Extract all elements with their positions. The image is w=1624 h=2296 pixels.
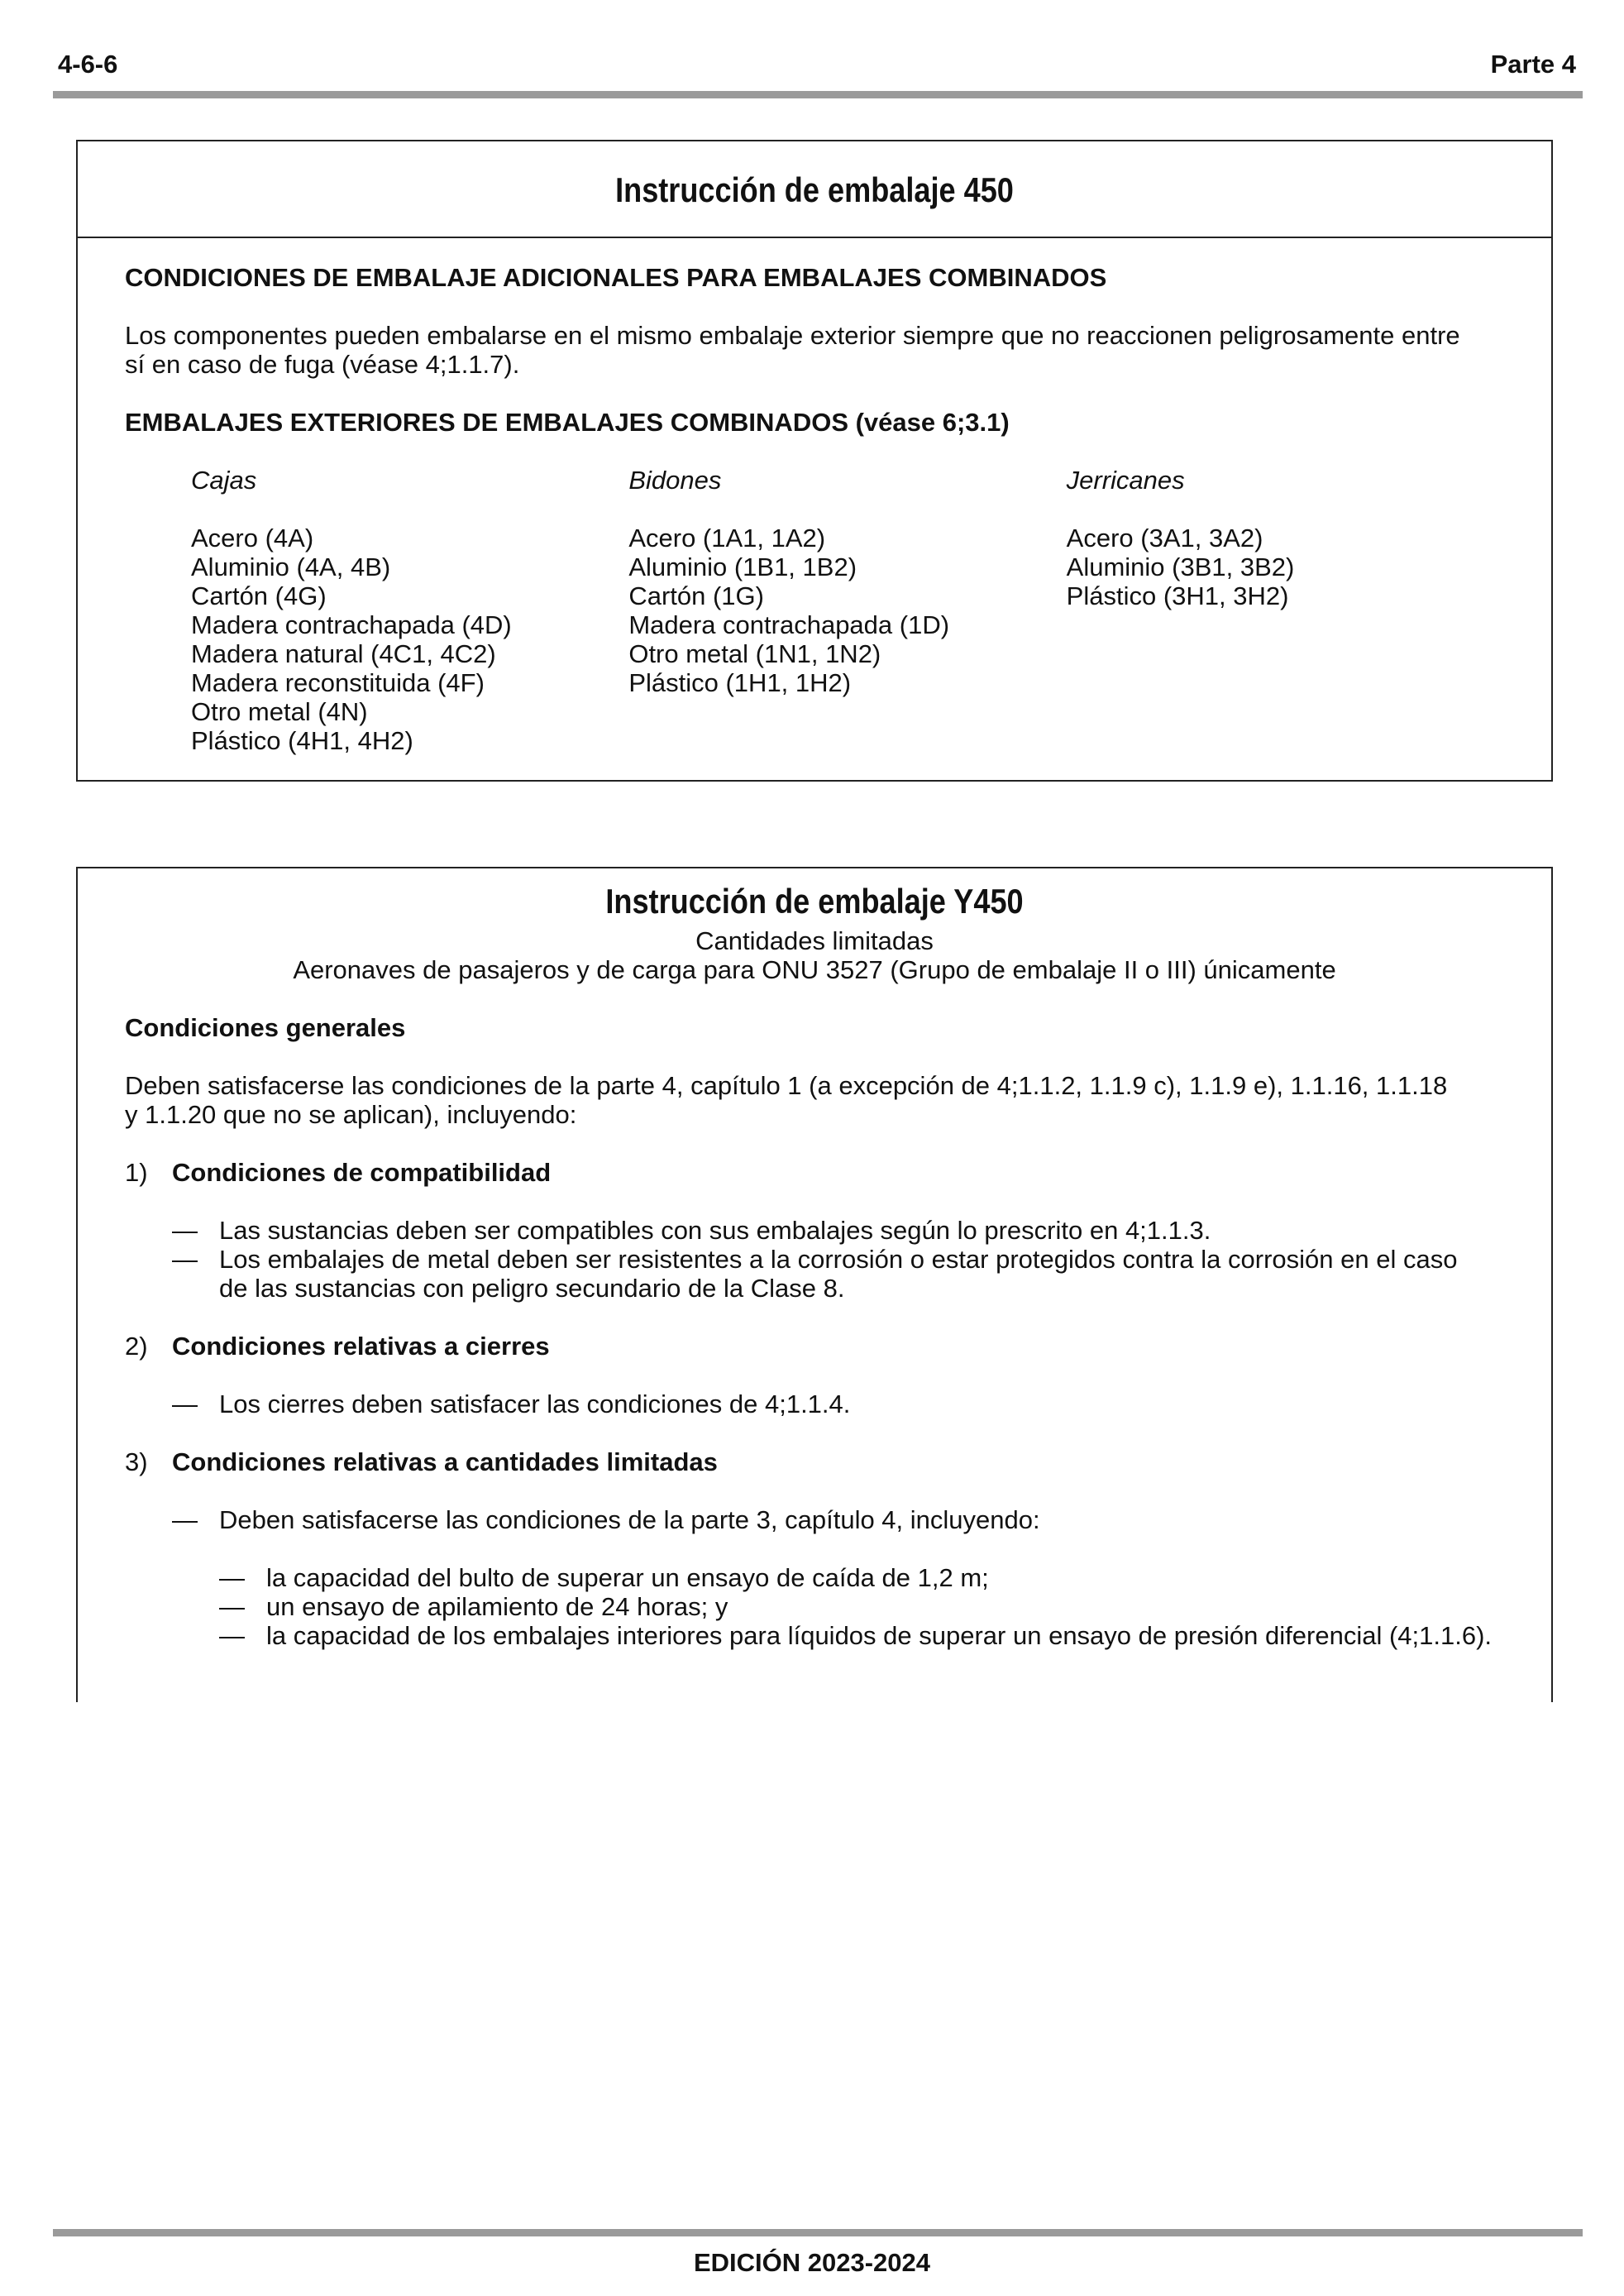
item-text: la capacidad del bulto de superar un ensayo de caída de 1,2 m; [266, 1563, 989, 1592]
item-text [219, 1245, 1457, 1303]
item-line: Los embalajes de metal deben ser resistentes a la corrosión o estar protegidos contra la corrosión en el caso [219, 1245, 1458, 1274]
list-item: Acero (3A1, 3A2) [1066, 524, 1263, 552]
list-item: Madera contrachapada (4D) [191, 610, 512, 639]
list-item: Cartón (1G) [628, 581, 764, 610]
dash-mark: — [172, 1390, 198, 1418]
footer-rule [53, 2229, 1583, 2236]
header-rule [53, 91, 1583, 98]
item-text: Deben satisfacerse las condiciones de la parte 3, capítulo 4, incluyendo: [219, 1505, 1040, 1534]
list-item: Aluminio (3B1, 3B2) [1066, 552, 1295, 581]
list-item: Plástico (1H1, 1H2) [628, 668, 852, 697]
item-text: la capacidad de los embalajes interiores para líquidos de superar un ensayo de presión diferencial (4;1.1.6). [266, 1621, 1493, 1650]
dash-mark: — [172, 1216, 198, 1245]
box-title: Instrucción de embalaje Y450 [605, 882, 1024, 921]
list-item: Otro metal (1N1, 1N2) [628, 639, 881, 668]
paragraph-line: Los componentes pueden embalarse en el mismo embalaje exterior siempre que no reaccionen peligrosamente entre [125, 321, 1460, 350]
section-title: Condiciones de compatibilidad [172, 1158, 552, 1187]
list-item: Plástico (3H1, 3H2) [1066, 581, 1289, 610]
paragraph-line: sí en caso de fuga (véase 4;1.1.7). [125, 350, 520, 379]
sub-dash-item [125, 1563, 1504, 1592]
section-title: Condiciones relativas a cantidades limitadas [172, 1447, 718, 1476]
dash-mark: — [219, 1621, 245, 1650]
list-item: Plástico (4H1, 4H2) [191, 726, 413, 755]
packaging-columns [125, 466, 1504, 755]
list-item: Aluminio (1B1, 1B2) [628, 552, 857, 581]
box-title: Instrucción de embalaje 450 [615, 170, 1014, 209]
column-heading: Jerricanes [1066, 466, 1185, 495]
column-heading: Cajas [191, 466, 257, 495]
dash-mark: — [172, 1505, 198, 1534]
section-heading: EMBALAJES EXTERIORES DE EMBALAJES COMBINADOS (véase 6;3.1) [125, 408, 1010, 437]
list-item: Madera contrachapada (1D) [628, 610, 950, 639]
paragraph-line: y 1.1.20 que no se aplican), incluyendo: [125, 1100, 577, 1129]
title-band [78, 141, 1551, 238]
list-item: Cartón (4G) [191, 581, 327, 610]
section-title: Condiciones relativas a cierres [172, 1332, 550, 1361]
dash-item [125, 1216, 1504, 1245]
section-heading: CONDICIONES DE EMBALAJE ADICIONALES PARA EMBALAJES COMBINADOS [125, 263, 1107, 292]
packing-instruction-y450-box [76, 867, 1553, 1702]
column-bidones [628, 466, 1066, 755]
list-item: Acero (4A) [191, 524, 314, 552]
column-jerricanes [1067, 466, 1504, 755]
list-item: Acero (1A1, 1A2) [628, 524, 826, 552]
packing-instruction-450-box [76, 140, 1553, 782]
title-band [78, 868, 1551, 921]
subtitle: Aeronaves de pasajeros y de carga para ONU 3527 (Grupo de embalaje II o III) únicamente [293, 955, 1336, 984]
numbered-section [125, 1158, 1504, 1187]
subtitle: Cantidades limitadas [695, 926, 934, 955]
section-heading: Condiciones generales [125, 1013, 406, 1042]
dash-item [125, 1390, 1504, 1418]
dash-item [125, 1505, 1504, 1534]
item-text: Los cierres deben satisfacer las condiciones de 4;1.1.4. [219, 1390, 851, 1418]
item-line: de las sustancias con peligro secundario de la Clase 8. [219, 1274, 845, 1303]
list-item: Madera natural (4C1, 4C2) [191, 639, 496, 668]
numbered-section [125, 1447, 1504, 1476]
sub-dash-item [125, 1592, 1504, 1621]
section-number: 3) [125, 1447, 148, 1476]
list-item: Otro metal (4N) [191, 697, 368, 726]
column-heading: Bidones [628, 466, 722, 495]
page-number: 4-6-6 [58, 50, 118, 79]
item-text: Las sustancias deben ser compatibles con sus embalajes según lo prescrito en 4;1.1.3. [219, 1216, 1211, 1245]
dash-mark: — [172, 1245, 198, 1274]
column-cajas [191, 466, 628, 755]
sub-dash-item [125, 1621, 1504, 1650]
numbered-section [125, 1332, 1504, 1361]
section-number: 2) [125, 1332, 148, 1361]
list-item: Madera reconstituida (4F) [191, 668, 485, 697]
dash-item [125, 1245, 1504, 1303]
dash-mark: — [219, 1592, 245, 1621]
part-label: Parte 4 [1490, 50, 1576, 79]
section-number: 1) [125, 1158, 148, 1187]
list-item: Aluminio (4A, 4B) [191, 552, 391, 581]
item-text: un ensayo de apilamiento de 24 horas; y [266, 1592, 728, 1621]
dash-mark: — [219, 1563, 245, 1592]
edition-footer: EDICIÓN 2023-2024 [693, 2248, 931, 2277]
paragraph-line: Deben satisfacerse las condiciones de la parte 4, capítulo 1 (a excepción de 4;1.1.2, 1.1.9 c), 1.1.9 e), 1.1.16, 1.1.18 [125, 1071, 1448, 1100]
